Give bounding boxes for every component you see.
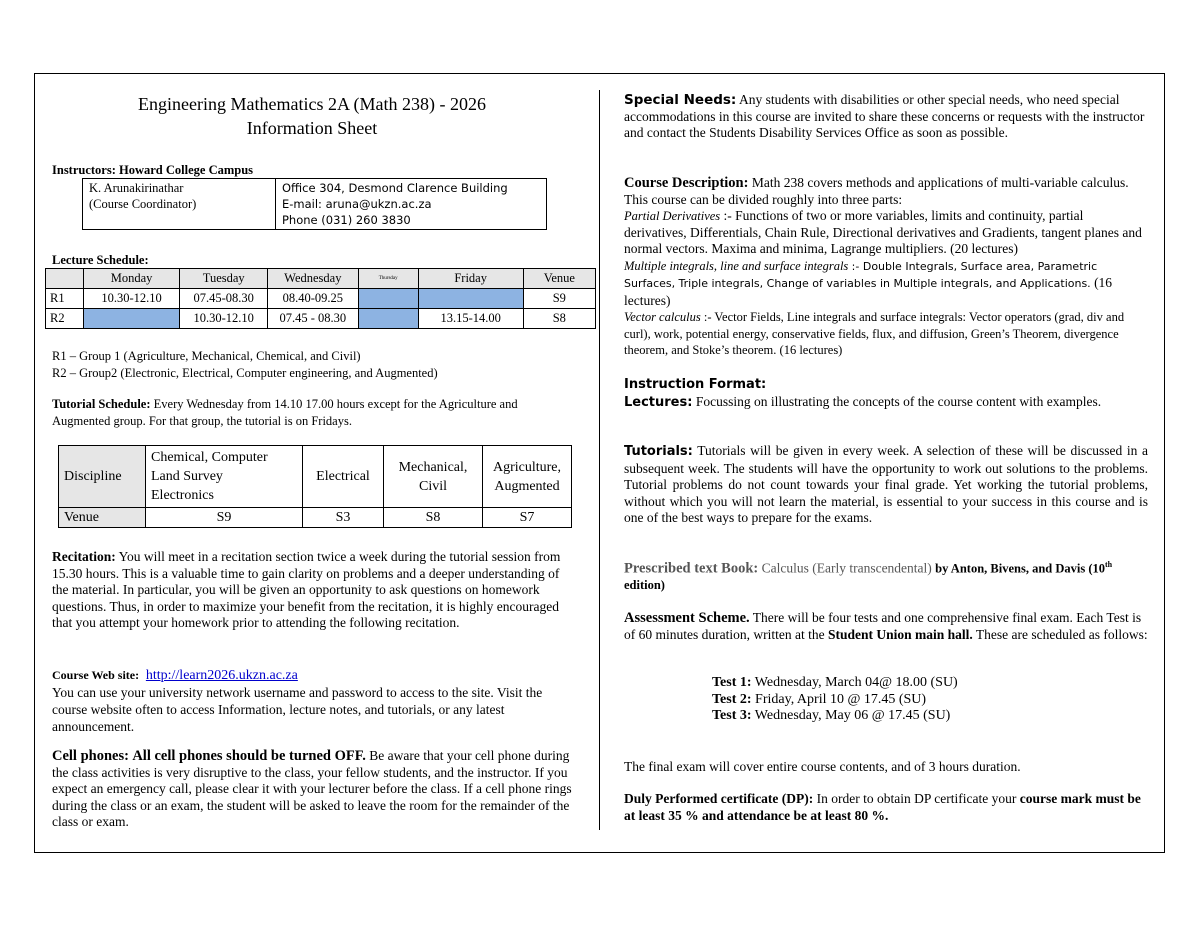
test-date: Wednesday, May 06 @ 17.45 (SU)	[754, 708, 951, 723]
group-r1: R1 – Group 1 (Agriculture, Mechanical, Chemical, and Civil)	[52, 349, 361, 363]
table-row	[59, 508, 572, 528]
special-needs-text: Any students with disabilities or other special needs, who need special accommodations in this course are invited to share these concerns or requests with the instructor and contact the Students Disability Services Office as soon as possible.	[624, 92, 1145, 140]
website-label: Course Web site:	[52, 668, 140, 682]
header-cell	[46, 269, 84, 289]
multiple-integrals-text-b: Triple integrals, Change of variables in Multiple integrals, and Applications.	[678, 277, 1091, 290]
vector-calculus-label: Vector calculus	[624, 310, 701, 324]
recitation-text: You will meet in a recitation section twice a week during the tutorial session from 15.30 hours. This is a valuable time to gain clarity on problems and a deeper understanding of the material. In particular, you will be given an opportunity to ask questions on homework questions. Thus, in order to maximize your benefit from the recitation, it is highly encouraged that you attempt your homework prior to attending the following recitation.	[52, 549, 561, 630]
textbook-edition: edition)	[624, 578, 665, 592]
dp-text: In order to obtain DP certificate your	[816, 791, 1017, 806]
tutorial-schedule-text: Every Wednesday from 14.10 17.00 hours except for the Agriculture and Augmented group. For that group, the tutorial is on Fridays.	[52, 397, 518, 428]
partial-derivatives-label: Partial Derivatives	[624, 209, 721, 223]
table-row	[46, 309, 596, 329]
course-description-label: Course Description:	[624, 175, 749, 191]
table-cell: 13.15-14.00	[418, 309, 523, 329]
cell-phones-section	[52, 748, 576, 831]
recitation-label: Recitation:	[52, 549, 116, 564]
table-cell	[83, 309, 180, 329]
lecture-schedule-table	[45, 268, 596, 329]
instructor-phone: Phone (031) 260 3830	[282, 213, 411, 227]
cell-phones-bold: All cell phones should be turned OFF.	[132, 748, 366, 764]
special-needs-label: Special Needs:	[624, 92, 737, 108]
multiple-integrals-text-a: :- Double Integrals, Surface area, Parametric Surfaces,	[624, 259, 1098, 290]
instruction-format-section	[624, 376, 1148, 411]
test-label: Test 2:	[712, 691, 752, 707]
textbook-section	[624, 557, 1148, 594]
lectures-label: Lectures:	[624, 394, 693, 410]
group-list	[52, 348, 438, 382]
discipline-line: Electronics	[151, 488, 214, 503]
assessment-section	[624, 610, 1148, 643]
header-cell: Monday	[83, 269, 180, 289]
table-header-row	[46, 269, 596, 289]
table-row	[46, 289, 596, 309]
instruction-format-heading: Instruction Format:	[624, 377, 767, 392]
discipline-label: Discipline	[59, 446, 146, 508]
vector-calculus-text: :- Vector Fields, Line integrals and surface integrals: Vector operators (grad, div and curl), work, potential energy, conservative fields, flux, and diffusion, Green’s Theorem, divergence theorem, and Stoke’s theorem.	[624, 310, 1125, 357]
tutorial-schedule-label: Tutorial Schedule:	[52, 397, 151, 411]
table-cell: S8	[523, 309, 595, 329]
instructors-table	[82, 178, 547, 230]
multiple-integrals-lectures: (16 lectures)	[624, 275, 1113, 308]
multiple-integrals-label: Multiple integrals, line and surface integrals	[624, 258, 849, 273]
venue-cell: S3	[303, 508, 384, 528]
test-date: Friday, April 10 @ 17.45 (SU)	[755, 691, 927, 707]
instructors-heading: Instructors: Howard College Campus	[52, 163, 254, 177]
website-section	[52, 666, 577, 735]
table-cell	[418, 289, 523, 309]
discipline-line: Augmented	[494, 478, 560, 494]
header-cell: Thursday	[358, 269, 418, 289]
discipline-cell	[483, 446, 572, 508]
website-text: You can use your university network username and password to access to the site. Visit the course website often to access Information, lecture notes, and tutorials, or any latest announcement.	[52, 685, 543, 734]
instructor-name: K. Arunakirinathar	[89, 181, 184, 195]
list-item	[712, 692, 958, 709]
assessment-venue: Student Union main hall.	[827, 626, 973, 642]
table-cell	[358, 309, 418, 329]
discipline-cell	[146, 446, 303, 508]
discipline-line: Mechanical,	[398, 459, 468, 475]
textbook-authors: by Anton, Bivens, and Davis (10	[935, 561, 1106, 576]
vector-calculus-lectures: (16 lectures)	[779, 343, 843, 357]
assessment-label: Assessment Scheme.	[624, 610, 750, 626]
list-item	[712, 675, 958, 692]
dp-section	[624, 791, 1148, 824]
discipline-line: Civil	[418, 478, 447, 494]
tutorial-schedule	[52, 396, 577, 430]
list-item	[712, 708, 958, 725]
textbook-sup: th	[1105, 560, 1113, 569]
dp-bold: course mark must be at least 35 % and attendance be at least 80 %.	[624, 791, 1141, 823]
discipline-table	[58, 445, 572, 528]
course-description-section	[624, 175, 1148, 359]
discipline-line: Agriculture,	[492, 459, 562, 475]
table-cell: 07.45-08.30	[180, 289, 268, 309]
instructor-email: E-mail: aruna@ukzn.ac.za	[282, 197, 432, 211]
table-row	[59, 446, 572, 508]
table-cell: 10.30-12.10	[83, 289, 180, 309]
final-exam-text: The final exam will cover entire course contents, and of 3 hours duration.	[624, 759, 1021, 774]
row-label: R2	[46, 309, 84, 329]
cell-phones-text: Be aware that your cell phone during the class activities is very disruptive to the class, your fellow students, and the instructor. If you expect an emergency call, please clear it with your lecturer before the class. If a cell phone rings during the class or an exam, the student will be asked to leave the room for the remainder of the class or exam.	[52, 748, 572, 829]
course-description-intro: Math 238 covers methods and applications of multi-variable calculus. This course can be divided roughly into three parts:	[624, 175, 1129, 207]
textbook-label: Prescribed text Book:	[624, 560, 759, 577]
row-label: R1	[46, 289, 84, 309]
table-cell: 10.30-12.10	[180, 309, 268, 329]
discipline-line: Land Survey	[151, 469, 223, 484]
lecture-schedule-heading: Lecture Schedule:	[52, 253, 149, 267]
venue-cell: S7	[483, 508, 572, 528]
venue-cell: S8	[384, 508, 483, 528]
page-title	[52, 92, 572, 140]
test-date: Wednesday, March 04@ 18.00 (SU)	[754, 675, 958, 690]
header-cell: Tuesday	[180, 269, 268, 289]
test-list	[712, 675, 958, 725]
column-divider	[599, 90, 600, 830]
instructor-role: (Course Coordinator)	[89, 197, 197, 211]
website-link[interactable]: http://learn2026.ukzn.ac.za	[145, 668, 298, 683]
assessment-text-b: These are scheduled as follows:	[975, 626, 1148, 642]
cell-phones-label: Cell phones:	[52, 748, 129, 764]
instructor-name-cell	[83, 179, 276, 230]
tutorials-label: Tutorials:	[624, 444, 693, 459]
dp-label: Duly Performed certificate (DP):	[624, 791, 814, 806]
partial-derivatives-text: :- Functions of two or more variables, limits and continuity, partial derivatives, Differentials, Chain Rule, Directional derivatives and Gradients, tangent planes and normal vectors. Maxima and minima, Lagrange multipliers. (20 lectures)	[624, 208, 1142, 256]
header-cell: Friday	[418, 269, 523, 289]
header-cell: Wednesday	[268, 269, 359, 289]
tutorials-text: Tutorials will be given in every week. A selection of these will be discussed in a subsequent week. The students will have the opportunity to work out solutions to the problems. Tutorial problems do not count towards your final grade. Yet working the tutorial problems, without which you will not learn the material, is essential to your success in this course and is one of the best ways to prepare for the exams.	[624, 443, 1148, 525]
table-cell: 08.40-09.25	[268, 289, 359, 309]
table-cell: S9	[523, 289, 595, 309]
venue-label: Venue	[59, 508, 146, 528]
test-label: Test 1:	[712, 675, 752, 690]
tutorials-section	[624, 443, 1148, 527]
assessment-text-a: There will be four tests and one comprehensive final exam. Each Test is of 60 minutes duration, written at the	[624, 610, 1142, 642]
instructor-office: Office 304, Desmond Clarence Building	[282, 181, 508, 195]
test-label: Test 3:	[712, 708, 752, 723]
group-r2: R2 – Group2 (Electronic, Electrical, Computer engineering, and Augmented)	[52, 366, 438, 380]
header-cell: Venue	[523, 269, 595, 289]
title-line-2: Information Sheet	[246, 118, 378, 138]
title-line-1: Engineering Mathematics 2A (Math 238) - 2026	[138, 94, 486, 114]
special-needs-section	[624, 92, 1148, 142]
lectures-text: Focussing on illustrating the concepts of the course content with examples.	[695, 393, 1102, 409]
discipline-line: Electrical	[316, 469, 370, 484]
venue-cell: S9	[146, 508, 303, 528]
textbook-title: Calculus (Early transcendental)	[761, 560, 932, 576]
discipline-cell	[303, 446, 384, 508]
table-cell	[358, 289, 418, 309]
recitation-section	[52, 549, 572, 632]
discipline-cell	[384, 446, 483, 508]
table-cell: 07.45 - 08.30	[268, 309, 359, 329]
instructor-contact-cell	[276, 179, 547, 230]
discipline-line: Chemical, Computer	[151, 450, 268, 465]
